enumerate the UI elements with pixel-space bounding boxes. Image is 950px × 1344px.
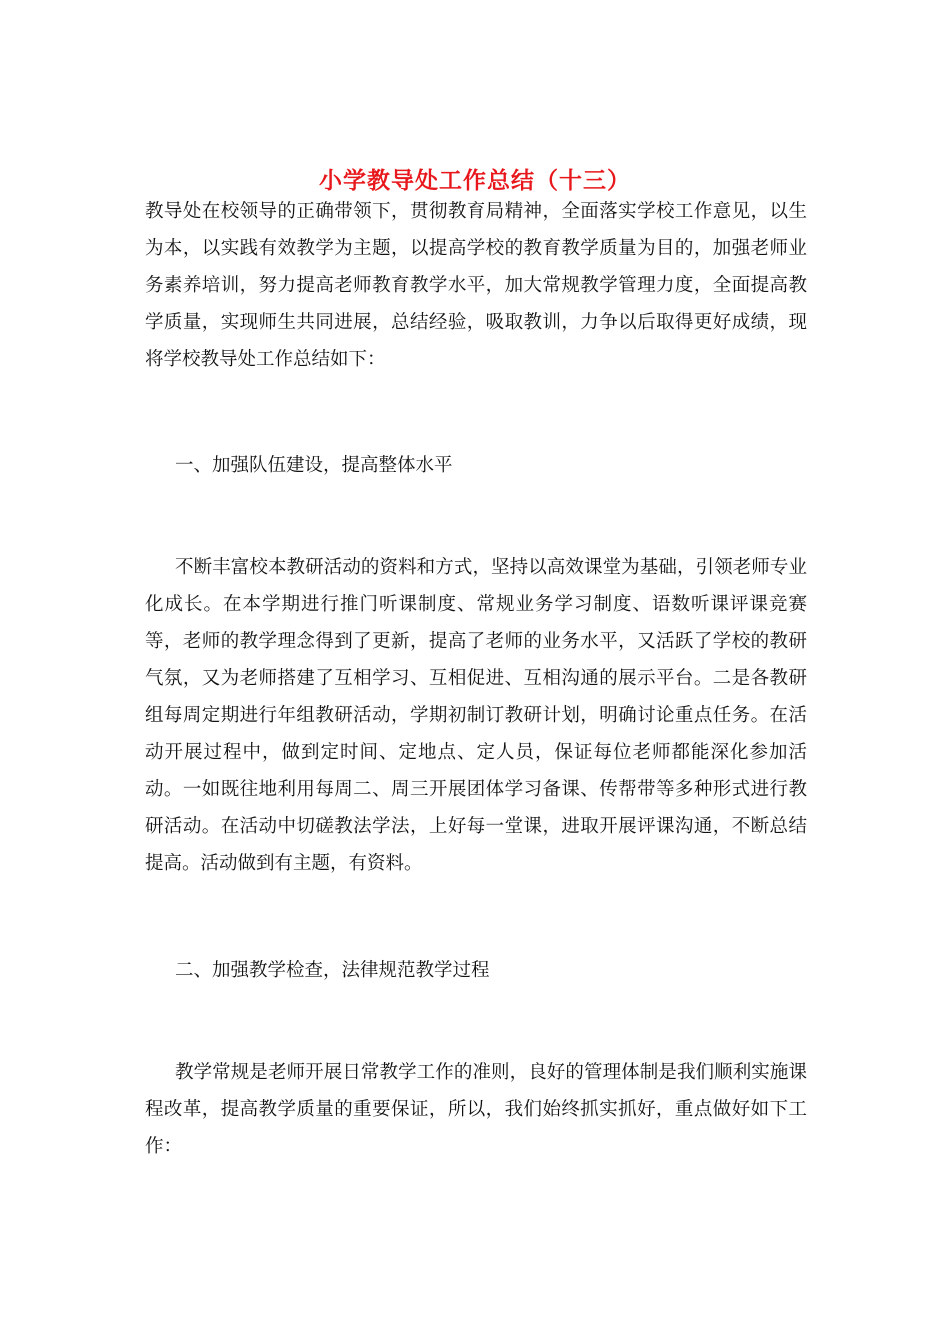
intro-paragraph: 教导处在校领导的正确带领下，贯彻教育局精神，全面落实学校工作意见，以生为本，以实践有效教学为主题，以提高学校的教育教学质量为目的，加强老师业务素养培训，努力提高老师教育教学水平，加大常规教学管理力度，全面提高教学质量，实现师生共同进展，总结经验，吸取教训，力争以后取得更好成绩，现将学校教导处工作总结如下： [145, 201, 807, 370]
section-body-1: 不断丰富校本教研活动的资料和方式，坚持以高效课堂为基础，引领老师专业化成长。在本学期进行推门听课制度、常规业务学习制度、语数听课评课竞赛等，老师的教学理念得到了更新，提高了老师的业务水平，又活跃了学校的教研气氛，又为老师搭建了互相学习、互相促进、互相沟通的展示平台。二是各教研组每周定期进行年组教研活动，学期初制订教研计划，明确讨论重点任务。在活动开展过程中，做到定时间、定地点、定人员，保证每位老师都能深化参加活动。一如既往地利用每周二、周三开展团体学习备课、传帮带等多种形式进行教研活动。在活动中切磋教法学法，上好每一堂课，进取开展评课沟通，不断总结提高。活动做到有主题，有资料。 [145, 557, 807, 874]
section-heading-2: 二、加强教学检查，法律规范教学过程 [175, 960, 490, 981]
section-body-2: 教学常规是老师开展日常教学工作的准则，良好的管理体制是我们顺利实施课程改革，提高教学质量的重要保证，所以，我们始终抓实抓好，重点做好如下工作： [145, 1062, 807, 1157]
document-title: 小学教导处工作总结（十三） [319, 167, 631, 195]
section-heading-1: 一、加强队伍建设，提高整体水平 [175, 455, 453, 476]
